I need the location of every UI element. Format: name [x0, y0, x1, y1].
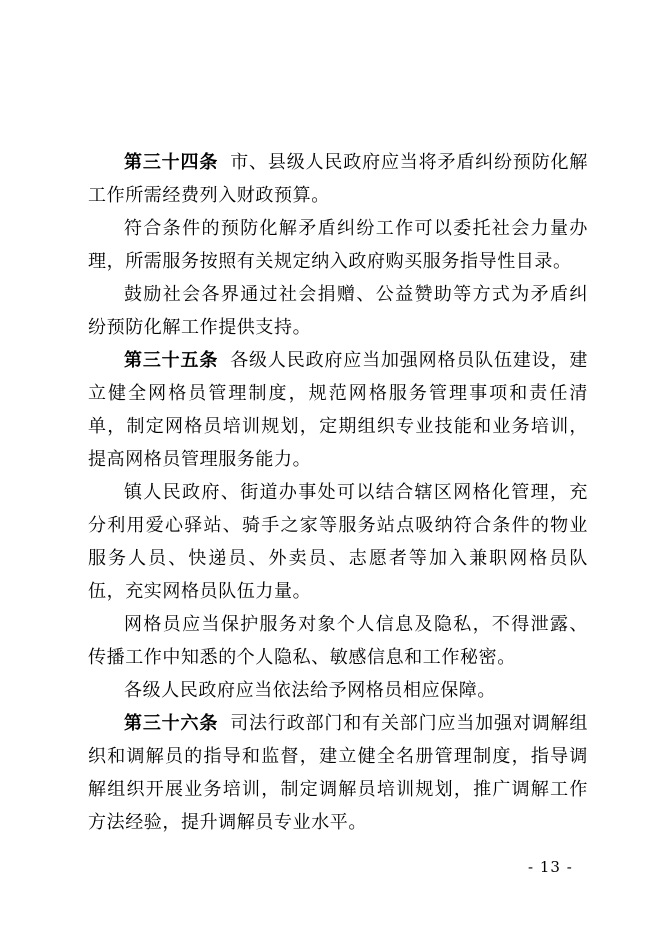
paragraph-text: 市、县级人民政府应当将矛盾纠纷预防化解工作所需经费列入财政预算。 [88, 152, 588, 206]
document-body [88, 146, 588, 839]
paragraph-text: 各级人民政府应当加强网格员队伍建设，建立健全网格员管理制度，规范网格服务管理事项和责任清单，制定网格员培训规划，定期组织专业技能和业务培训，提高网格员管理服务能力。 [88, 350, 588, 470]
paragraph-text: 司法行政部门和有关部门应当加强对调解组织和调解员的指导和监督，建立健全名册管理制度，指导调解组织开展业务培训，制定调解员培训规划，推广调解工作方法经验，提升调解员专业水平。 [88, 713, 588, 833]
paragraph [88, 476, 588, 608]
paragraph [88, 608, 588, 674]
paragraph-text: 网格员应当保护服务对象个人信息及隐私，不得泄露、传播工作中知悉的个人隐私、敏感信息和工作秘密。 [88, 614, 588, 668]
article-heading: 第三十六条 [124, 713, 219, 734]
paragraph [88, 212, 588, 278]
article-heading: 第三十五条 [124, 350, 219, 371]
paragraph-article-35 [88, 344, 588, 476]
paragraph-text: 镇人民政府、街道办事处可以结合辖区网格化管理，充分利用爱心驿站、骑手之家等服务站点吸纳符合条件的物业服务人员、快递员、外卖员、志愿者等加入兼职网格员队伍，充实网格员队伍力量。 [88, 482, 588, 602]
page-number: - 13 - [528, 858, 573, 876]
paragraph-article-34 [88, 146, 588, 212]
paragraph-text: 鼓励社会各界通过社会捐赠、公益赞助等方式为矛盾纠纷预防化解工作提供支持。 [88, 284, 588, 338]
paragraph-text: 各级人民政府应当依法给予网格员相应保障。 [124, 680, 496, 701]
paragraph [88, 278, 588, 344]
paragraph-text: 符合条件的预防化解矛盾纠纷工作可以委托社会力量办理，所需服务按照有关规定纳入政府购买服务指导性目录。 [88, 218, 588, 272]
paragraph-article-36 [88, 707, 588, 839]
article-heading: 第三十四条 [124, 152, 219, 173]
paragraph [88, 674, 588, 707]
